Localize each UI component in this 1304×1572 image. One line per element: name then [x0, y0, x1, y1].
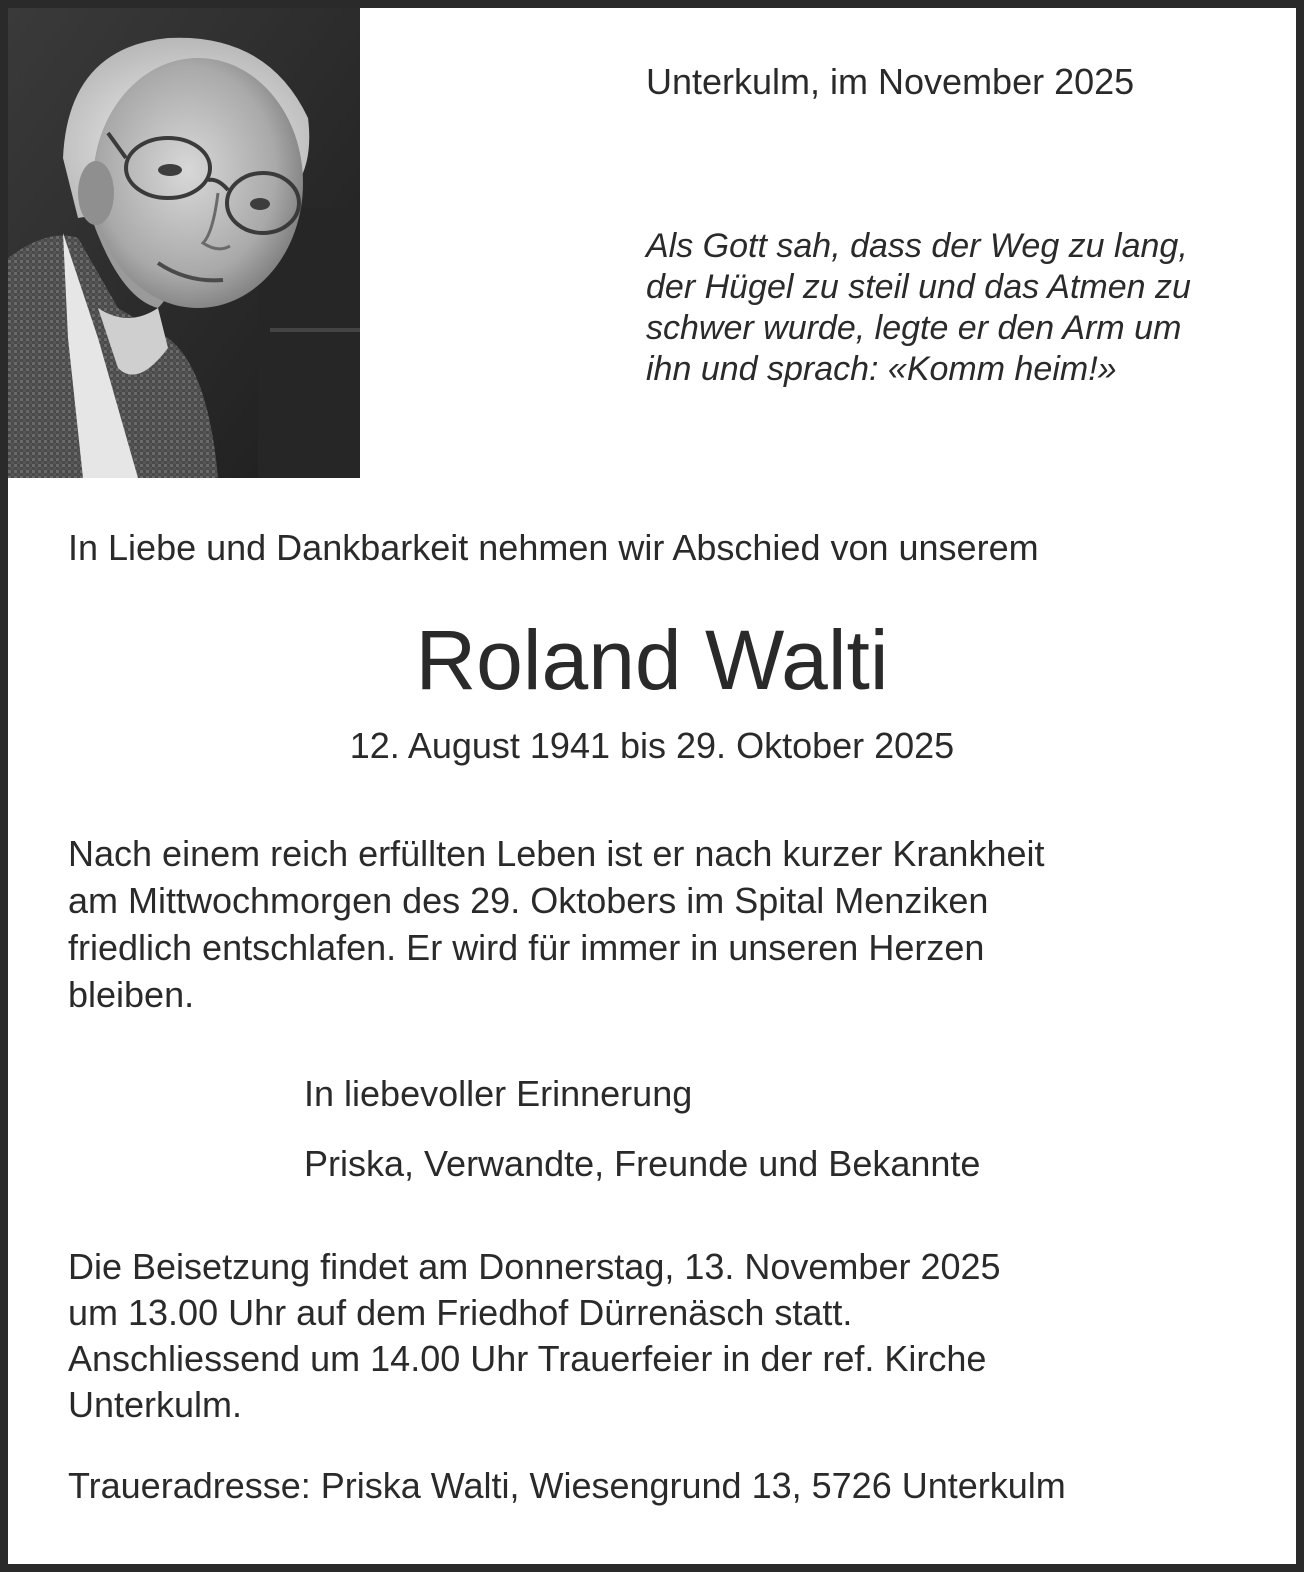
- funeral-info: [68, 1244, 1001, 1428]
- body-line: bleiben.: [68, 974, 195, 1015]
- body-line: am Mittwochmorgen des 29. Oktobers im Spital Menziken: [68, 880, 989, 921]
- deceased-name: Roland Walti: [415, 613, 889, 707]
- poem-line: schwer wurde, legte er den Arm um: [646, 309, 1182, 347]
- life-dates: 12. August 1941 bis 29. Oktober 2025: [349, 725, 955, 766]
- funeral-line: Unterkulm.: [68, 1384, 243, 1425]
- mourners-line: Priska, Verwandte, Freunde und Bekannte: [304, 1143, 981, 1184]
- poem-line: der Hügel zu steil und das Atmen zu: [646, 268, 1191, 306]
- poem-line: Als Gott sah, dass der Weg zu lang,: [646, 227, 1188, 265]
- poem: [646, 226, 1191, 390]
- poem-line: ihn und sprach: «Komm heim!»: [646, 350, 1117, 388]
- body-line: Nach einem reich erfüllten Leben ist er nach kurzer Krankheit: [68, 833, 1045, 874]
- funeral-line: Die Beisetzung findet am Donnerstag, 13. November 2025: [68, 1246, 1001, 1287]
- funeral-line: um 13.00 Uhr auf dem Friedhof Dürrenäsch statt.: [68, 1292, 853, 1333]
- intro-text: In Liebe und Dankbarkeit nehmen wir Abschied von unserem: [68, 527, 1039, 568]
- body-paragraph: [68, 830, 1045, 1018]
- portrait-photo: [8, 8, 360, 478]
- place-date: Unterkulm, im November 2025: [646, 61, 1135, 102]
- memory-line: In liebevoller Erinnerung: [304, 1073, 693, 1114]
- body-line: friedlich entschlafen. Er wird für immer in unseren Herzen: [68, 927, 985, 968]
- mourning-address: Traueradresse: Priska Walti, Wiesengrund 13, 5726 Unterkulm: [68, 1465, 1066, 1506]
- funeral-line: Anschliessend um 14.00 Uhr Trauerfeier in der ref. Kirche: [68, 1338, 987, 1379]
